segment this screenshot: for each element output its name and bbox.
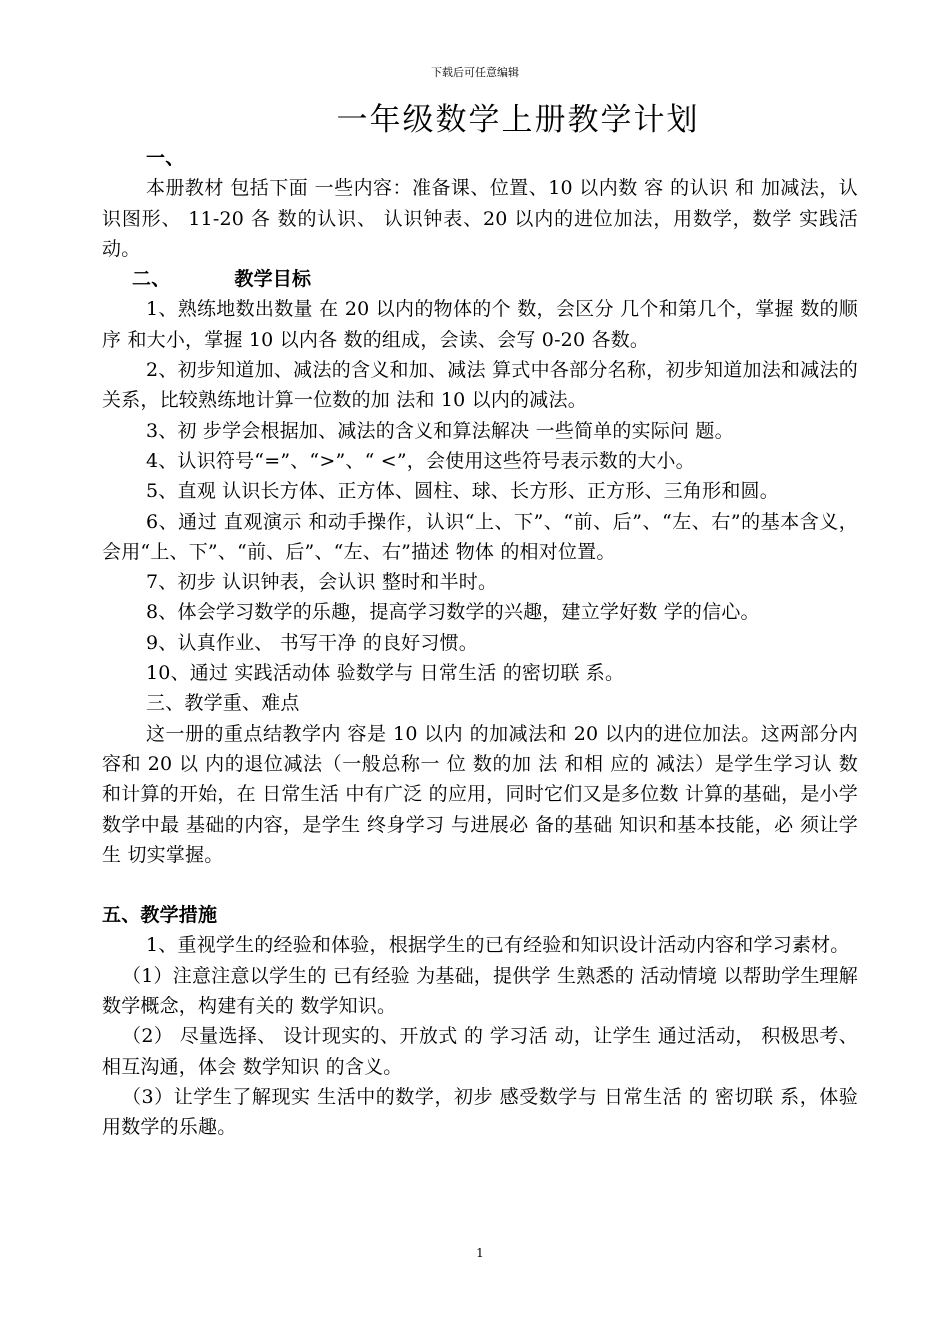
section-2-heading (102, 264, 858, 294)
blank-line (102, 870, 858, 900)
goal-item: 5、直观 认识长方体、正方体、圆柱、球、长方形、正方形、三角形和圆。 (146, 480, 779, 503)
section-1-heading: 一、 (146, 147, 185, 169)
measure-item: （3）让学生了解现实 生活中的数学，初步 感受数学与 日常生活 的 密切联 系，体验 用数学的乐趣。 (102, 1085, 858, 1139)
section-2-number: 二、 (132, 268, 171, 291)
section-5-intro: 1、重视学生的经验和体验，根据学生的已有经验和知识设计活动内容和学习素材。 (146, 934, 850, 957)
goal-item: 6、通过 直观演示 和动手操作，认识“上、下”、“前、后”、“左、右”的基本含义，会用“上、下”、“前、后”、“左、右”描述 物体 的相对位置。 (102, 510, 858, 563)
goal-item: 4、认识符号“=”、“>”、“ <”，会使用这些符号表示数的大小。 (146, 449, 695, 472)
section-3-content: 这一册的重点结教学内 容是 10 以内 的加减法和 20 以内的进位加法。这两部分内容和 20 以 内的退位减法（一般总称一 位 数的加 法 和相 应的 减法）是学生学习认 数和计算的开始，在 日常生活 中有广泛 的应用，同时它们又是多位数 计算的基础，是小学 数学中最 基础的内容，是学生 终身学习 与进展必 备的基础 知识和基本技能，必 须让学生 切实掌握。 (102, 722, 858, 866)
section-1-content: 本册教材 包括下面 一些内容：准备课、位置、10 以内数 容 的认识 和 加减法，认识图形、 11-20 各 数的认识、 认识钟表、20 以内的进位加法，用数学，数学 实践活动。 (102, 177, 858, 260)
section-2-title: 教学目标 (234, 268, 312, 291)
goal-item: 2、初步知道加、减法的含义和加、减法 算式中各部分名称，初步知道加法和减法的关系，比较熟练地计算一位数的加 法和 10 以内的减法。 (102, 359, 858, 412)
section-3-heading: 三、教学重、难点 (146, 692, 300, 715)
goal-item: 9、认真作业、 书写干净 的良好习惯。 (146, 631, 478, 654)
goal-item: 1、熟练地数出数量 在 20 以内的物体的个 数，会区分 几个和第几个，掌握 数的顺序 和大小，掌握 10 以内各 数的组成，会读、会写 0-20 各数。 (102, 298, 858, 351)
document-title: 一年级数学上册教学计划 (336, 102, 700, 138)
section-5-heading: 五、教学措施 (102, 904, 218, 927)
measure-item: （2） 尽量选择、 设计现实的、开放式 的 学习活 动，让学生 通过活动， 积极思考、相互沟通，体会 数学知识 的含义。 (102, 1025, 858, 1078)
goal-item: 10、通过 实践活动体 验数学与 日常生活 的密切联 系。 (146, 662, 625, 685)
header-note: 下载后可任意编辑 (431, 66, 519, 79)
page-number: 1 (476, 1246, 484, 1260)
measure-item: （1）注意注意以学生的 已有经验 为基础，提供学 生熟悉的 活动情境 以帮助学生理解数学概念，构建有关的 数学知识。 (102, 964, 858, 1018)
goal-item: 8、体会学习数学的乐趣，提高学习数学的兴趣，建立学好数 学的信心。 (146, 601, 760, 624)
goal-item: 7、初步 认识钟表，会认识 整时和半时。 (146, 571, 498, 594)
document-body (102, 143, 858, 1143)
goal-item: 3、初 步学会根据加、减法的含义和算法解决 一些简单的实际问 题。 (146, 419, 734, 442)
